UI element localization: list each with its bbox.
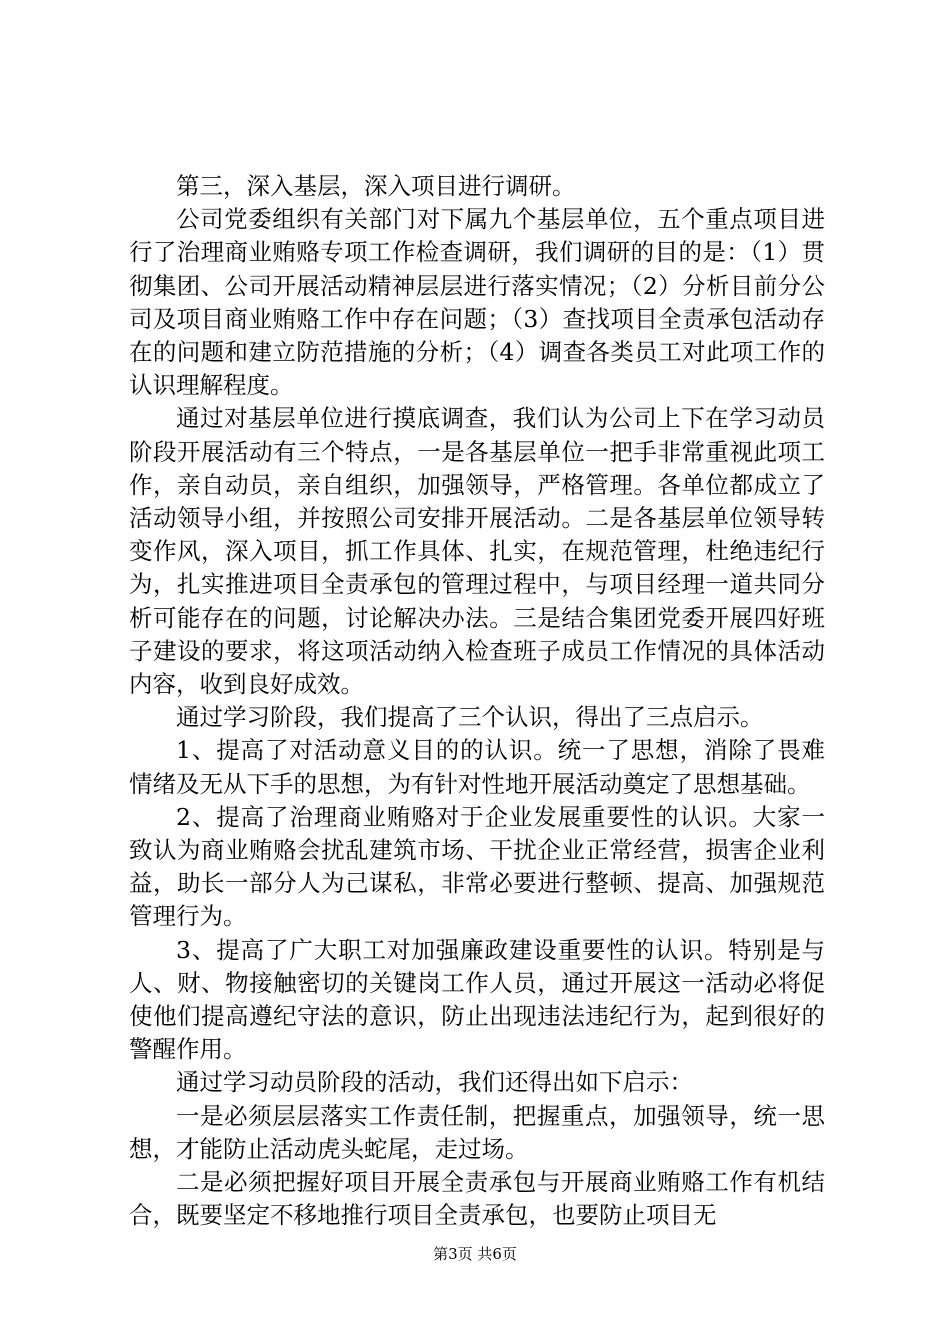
document-body xyxy=(129,170,825,1233)
paragraph-10: 二是必须把握好项目开展全责承包与开展商业贿赂工作有机结合，既要坚定不移地推行项目全责承包，也要防止项目无 xyxy=(129,1168,825,1230)
paragraph-8: 通过学习动员阶段的活动，我们还得出如下启示： xyxy=(176,1068,693,1097)
paragraph-4: 通过学习阶段，我们提高了三个认识，得出了三点启示。 xyxy=(176,703,764,732)
paragraph-7: 3、提高了广大职工对加强廉政建设重要性的认识。特别是与人、财、物接触密切的关键岗工作人员，通过开展这一活动必将促使他们提高遵纪守法的意识，防止出现违法违纪行为，起到很好的警醒作用。 xyxy=(129,935,825,1064)
paragraph-9: 一是必须层层落实工作责任制，把握重点，加强领导，统一思想，才能防止活动虎头蛇尾，走过场。 xyxy=(129,1101,825,1163)
paragraph-1: 第三，深入基层，深入项目进行调研。 xyxy=(176,172,576,200)
paragraph-2: 公司党委组织有关部门对下属九个基层单位，五个重点项目进行了治理商业贿赂专项工作检查调研，我们调研的目的是：（1）贯彻集团、公司开展活动精神层层进行落实情况；（2）分析目前分公司及项目商业贿赂工作中存在问题；（3）查找项目全责承包活动存在的问题和建立防范措施的分析；（4）调查各类员工对此项工作的认识理解程度。 xyxy=(129,205,825,400)
paragraph-5: 1、提高了对活动意义目的的认识。统一了思想，消除了畏难情绪及无从下手的思想，为有针对性地开展活动奠定了思想基础。 xyxy=(129,736,825,798)
paragraph-3: 通过对基层单位进行摸底调查，我们认为公司上下在学习动员阶段开展活动有三个特点，一是各基层单位一把手非常重视此项工作，亲自动员，亲自组织，加强领导，严格管理。各单位都成立了活动领导小组，并按照公司安排开展活动。二是各基层单位领导转变作风，深入项目，抓工作具体、扎实，在规范管理，杜绝违纪行为，扎实推进项目全责承包的管理过程中，与项目经理一道共同分析可能存在的问题，讨论解决办法。三是结合集团党委开展四好班子建设的要求，将这项活动纳入检查班子成员工作情况的具体活动内容，收到良好成效。 xyxy=(129,404,825,699)
page-footer: 第3页 共6页 xyxy=(433,1245,517,1263)
paragraph-6: 2、提高了治理商业贿赂对于企业发展重要性的认识。大家一致认为商业贿赂会扰乱建筑市场、干扰企业正常经营，损害企业利益，助长一部分人为己谋私，非常必要进行整顿、提高、加强规范管理行为。 xyxy=(129,802,825,931)
